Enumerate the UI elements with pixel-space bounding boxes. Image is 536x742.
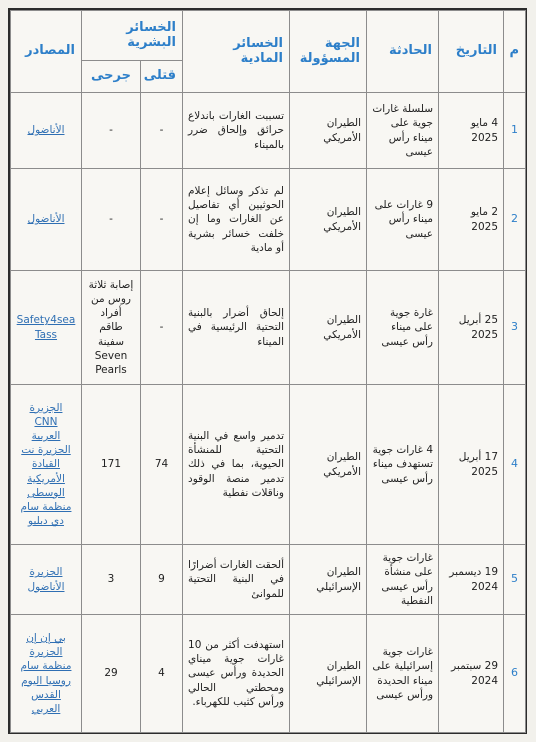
row-num: 2 bbox=[504, 169, 526, 271]
row-num: 3 bbox=[504, 271, 526, 385]
row-sources bbox=[11, 385, 82, 545]
source-link[interactable]: الجزيرة bbox=[29, 566, 63, 579]
row-incident: غارات جوية على منشأة رأس عيسى النفطية bbox=[367, 545, 439, 615]
row-killed: 4 bbox=[141, 615, 183, 733]
source-link[interactable]: القيادة الأمريكية الوسطى bbox=[27, 458, 65, 499]
source-link[interactable]: الأناضول bbox=[27, 124, 65, 137]
source-link[interactable]: Tass bbox=[34, 328, 58, 341]
row-date: 17 أبريل 2025 bbox=[439, 385, 504, 545]
source-link[interactable]: CNN bbox=[34, 415, 58, 428]
table-row bbox=[11, 545, 526, 615]
row-material: إلحاق أضرار بالبنية التحتية الرئيسية في الميناء bbox=[183, 271, 290, 385]
incidents-table-frame bbox=[8, 8, 527, 734]
row-sources bbox=[11, 93, 82, 169]
header-party: الجهة المسؤولة bbox=[290, 11, 367, 93]
table-row bbox=[11, 93, 526, 169]
table-row bbox=[11, 615, 526, 733]
row-injured: 29 bbox=[82, 615, 141, 733]
header-incident: الحادثة bbox=[367, 11, 439, 93]
row-party: الطيران الأمريكي bbox=[290, 169, 367, 271]
row-party: الطيران الأمريكي bbox=[290, 385, 367, 545]
row-killed: - bbox=[141, 169, 183, 271]
row-sources bbox=[11, 271, 82, 385]
source-link[interactable]: الأناضول bbox=[27, 580, 65, 593]
row-injured: - bbox=[82, 93, 141, 169]
row-incident: غارة جوية على ميناء رأس عيسى bbox=[367, 271, 439, 385]
row-party: الطيران الأمريكي bbox=[290, 271, 367, 385]
row-sources bbox=[11, 169, 82, 271]
row-num: 5 bbox=[504, 545, 526, 615]
table-row bbox=[11, 271, 526, 385]
header-num: م bbox=[504, 11, 526, 93]
row-date: 2 مايو 2025 bbox=[439, 169, 504, 271]
table-row bbox=[11, 169, 526, 271]
row-incident: غارات جوية إسرائيلية على ميناء الحديدة ورأس عيسى bbox=[367, 615, 439, 733]
header-sources: المصادر bbox=[11, 11, 82, 93]
source-link[interactable]: روسيا اليوم bbox=[21, 674, 71, 687]
header-human: الخسائر البشرية bbox=[82, 11, 183, 61]
source-link[interactable]: العربية bbox=[31, 430, 61, 443]
row-party: الطيران الإسرائيلي bbox=[290, 545, 367, 615]
row-num: 6 bbox=[504, 615, 526, 733]
table-row bbox=[11, 385, 526, 545]
row-party: الطيران الأمريكي bbox=[290, 93, 367, 169]
row-incident: 9 غارات على ميناء رأس عيسى bbox=[367, 169, 439, 271]
source-link[interactable]: الجزيرة bbox=[29, 646, 63, 659]
source-link[interactable]: القدس العربي bbox=[31, 688, 61, 715]
row-num: 1 bbox=[504, 93, 526, 169]
row-party: الطيران الإسرائيلي bbox=[290, 615, 367, 733]
row-date: 4 مايو 2025 bbox=[439, 93, 504, 169]
row-injured: 171 bbox=[82, 385, 141, 545]
source-link[interactable]: الجزيرة bbox=[29, 401, 63, 414]
incidents-table bbox=[10, 10, 526, 733]
source-link[interactable]: الجزيرة نت bbox=[21, 444, 71, 457]
source-link[interactable]: الأناضول bbox=[27, 213, 65, 226]
source-link[interactable]: Safety4sea bbox=[16, 314, 76, 327]
row-killed: - bbox=[141, 271, 183, 385]
row-date: 25 أبريل 2025 bbox=[439, 271, 504, 385]
row-injured: 3 bbox=[82, 545, 141, 615]
row-killed: - bbox=[141, 93, 183, 169]
source-link[interactable]: دي دبليو bbox=[28, 515, 64, 528]
row-material: استهدفت أكثر من 10 غارات جوية ميناي الحديدة ورأس عيسى ومحطتي الحالي ورأس كثيب للكهرباء. bbox=[183, 615, 290, 733]
row-sources bbox=[11, 545, 82, 615]
row-injured: إصابة ثلاثة روس من أفراد طاقم سفينة Seven Pearls bbox=[82, 271, 141, 385]
row-date: 29 سبتمبر 2024 bbox=[439, 615, 504, 733]
source-link[interactable]: منظمة سام bbox=[20, 660, 72, 673]
header-date: التاريخ bbox=[439, 11, 504, 93]
row-incident: سلسلة غارات جوية على ميناء رأس عيسى bbox=[367, 93, 439, 169]
row-killed: 74 bbox=[141, 385, 183, 545]
row-material: لم تذكر وسائل إعلام الحوثيين أي تفاصيل عن الغارات وما إن خلفت خسائر بشرية أو مادية bbox=[183, 169, 290, 271]
row-material: تسببت الغارات باندلاع حرائق وإلحاق ضرر بالميناء bbox=[183, 93, 290, 169]
row-num: 4 bbox=[504, 385, 526, 545]
header-injured: جرحى bbox=[82, 61, 141, 93]
source-link[interactable]: منظمة سام bbox=[20, 500, 72, 513]
row-material: تدمير واسع في البنية التحتية للمنشأة الحيوية، بما في ذلك تدمير منصة الوقود وناقلات نفطية bbox=[183, 385, 290, 545]
header-material: الخسائر المادية bbox=[183, 11, 290, 93]
row-material: ألحقت الغارات أضرارًا في البنية التحتية للموانئ bbox=[183, 545, 290, 615]
row-killed: 9 bbox=[141, 545, 183, 615]
header-killed: قتلى bbox=[141, 61, 183, 93]
source-link[interactable]: بي إن إن bbox=[26, 631, 66, 644]
row-injured: - bbox=[82, 169, 141, 271]
row-incident: 4 غارات جوية تستهدف ميناء رأس عيسى bbox=[367, 385, 439, 545]
row-date: 19 ديسمبر 2024 bbox=[439, 545, 504, 615]
row-sources bbox=[11, 615, 82, 733]
